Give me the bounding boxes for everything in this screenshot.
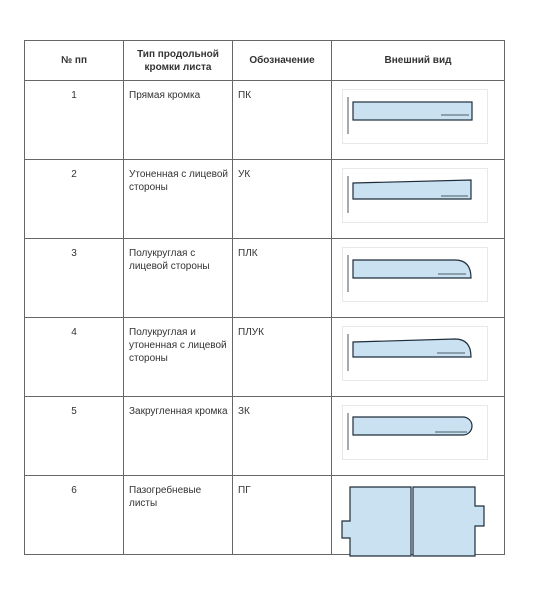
row-num: 1 <box>25 81 124 160</box>
table-row <box>25 318 505 397</box>
table-row <box>25 160 505 239</box>
header-appearance: Внешний вид <box>332 41 505 81</box>
header-num: № пп <box>25 41 124 81</box>
row-edge-name: Пазогребневые листы <box>124 476 233 555</box>
row-edge-name: Полукруглая и утоненная с лицевой стороны <box>124 318 233 397</box>
row-num: 5 <box>25 397 124 476</box>
row-code: ПЛК <box>233 239 332 318</box>
table-header-row <box>25 41 505 81</box>
row-code: ПЛУК <box>233 318 332 397</box>
edge-types-table <box>24 40 505 555</box>
row-edge-name: Закругленная кромка <box>124 397 233 476</box>
row-code: ПК <box>233 81 332 160</box>
straight-edge-diagram <box>342 89 488 144</box>
header-designation: Обозначение <box>233 41 332 81</box>
row-num: 2 <box>25 160 124 239</box>
table-row <box>25 239 505 318</box>
table-row <box>25 397 505 476</box>
row-num: 3 <box>25 239 124 318</box>
row-edge-name: Полукруглая с лицевой стороны <box>124 239 233 318</box>
tapered-edge-diagram <box>342 168 488 223</box>
row-num: 4 <box>25 318 124 397</box>
rounded-edge-diagram <box>342 405 488 460</box>
row-edge-name: Прямая кромка <box>124 81 233 160</box>
row-code: ЗК <box>233 397 332 476</box>
table-row <box>25 476 505 555</box>
table-row <box>25 81 505 160</box>
semicircular-edge-diagram <box>342 247 488 302</box>
row-code: ПГ <box>233 476 332 555</box>
row-edge-name: Утоненная с лицевой стороны <box>124 160 233 239</box>
row-num: 6 <box>25 476 124 555</box>
semicircular-tapered-edge-diagram <box>342 326 488 381</box>
row-code: УК <box>233 160 332 239</box>
tongue-groove-diagram <box>340 482 490 562</box>
header-edge-type: Тип продольной кромки листа <box>124 41 233 81</box>
